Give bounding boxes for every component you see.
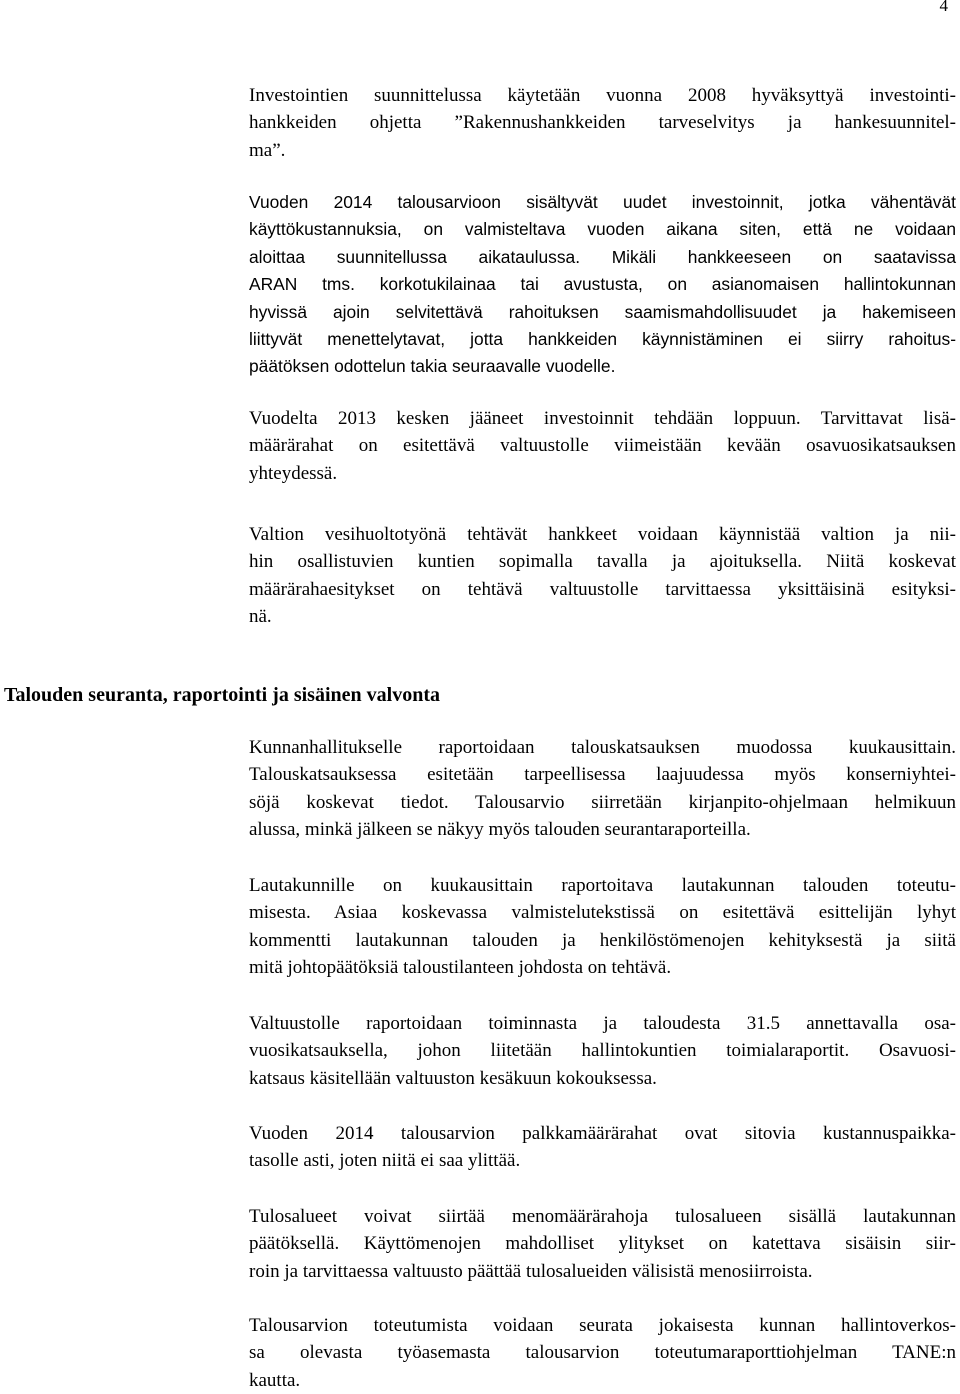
text-line: käyttökustannuksia, on valmisteltava vuoden aikana siten, että ne voidaan — [249, 219, 956, 240]
paragraph-new-investments — [249, 189, 956, 381]
text-line: Investointien suunnittelussa käytetään vuonna 2008 hyväksyttyä investointi- — [249, 85, 956, 106]
text-line: misesta. Asiaa koskevassa valmistelutekstissä on esitettävä esittelijän lyhyt — [249, 902, 956, 924]
paragraph-monthly-reporting — [249, 734, 956, 844]
text-line: liittyvät menettelytavat, jotta hankkeiden käynnistäminen ei siirry rahoitus- — [249, 329, 956, 350]
paragraph-budget-transfers — [249, 1203, 956, 1285]
paragraph-salary-appropriations — [249, 1120, 956, 1175]
paragraph-unfinished-investments — [249, 405, 956, 487]
text-line: Vuoden 2014 talousarvioon sisältyvät uudet investoinnit, jotka vähentävät — [249, 192, 956, 212]
text-line: päätöksellä. Käyttömenojen mahdolliset ylitykset on katettava sisäisin siir- — [249, 1233, 956, 1255]
text-line: söjä koskevat tiedot. Talousarvio siirretään kirjanpito-ohjelmaan helmikuun — [249, 791, 956, 813]
text-line: hin osallistuvien kuntien sopimalla tavalla ja ajoituksella. Niitä koskevat — [249, 551, 956, 573]
text-line: päätöksen odottelun takia seuraavalle vuodelle. — [249, 356, 616, 377]
text-line: vuosikatsauksella, johon liitetään hallintokuntien toimialaraportit. Osavuosi- — [249, 1040, 956, 1062]
text-segment: korkotukilainaa tai avustusta, on asianomaisen hallintokunnan — [354, 274, 956, 295]
page-number: 4 — [939, 0, 948, 15]
text-line: kommentti lautakunnan talouden ja henkilöstömenojen kehityksestä ja siitä — [249, 929, 956, 951]
text-line: roin ja tarvittaessa valtuusto päättää tulosalueiden välisistä menosiirroista. — [249, 1260, 813, 1282]
text-line: määrärahaesitykset on tehtävä valtuustolle tarvittaessa yksittäisinä esityksi- — [249, 578, 956, 600]
paragraph-committee-reporting — [249, 872, 956, 982]
text-line: alussa, minkä jälkeen se näkyy myös talouden seurantaraporteilla. — [249, 819, 751, 841]
text-line: Vuodelta 2013 kesken jääneet investoinnit tehdään loppuun. Tarvittavat lisä- — [249, 408, 956, 429]
text-line: sa olevasta työasemasta talousarvion toteutumaraporttiohjelman TANE:n — [249, 1342, 956, 1364]
text-line: katsaus käsitellään valtuuston kesäkuun kokouksessa. — [249, 1067, 657, 1089]
text-line: määrärahat on esitettävä valtuustolle viimeistään kevään osavuosikatsauksen — [249, 435, 956, 457]
text-segment: ARAN tms. — [249, 274, 355, 295]
text-line: Valtion vesihuoltotyönä tehtävät hankkeet voidaan käynnistää valtion ja nii- — [249, 524, 956, 545]
text-line: Kunnanhallitukselle raportoidaan talouskatsauksen muodossa kuukausittain. — [249, 737, 956, 758]
text-line: tasolle asti, joten niitä ei saa ylittää. — [249, 1150, 521, 1172]
text-line: Lautakunnille on kuukausittain raportoitava lautakunnan talouden toteutu- — [249, 875, 956, 896]
text-line: hyvissä ajoin selvitettävä rahoituksen saamismahdollisuudet ja hakemiseen — [249, 301, 956, 322]
text-line: Talousarvion toteutumista voidaan seurata jokaisesta kunnan hallintoverkos- — [249, 1315, 956, 1336]
paragraph-state-water-projects — [249, 521, 956, 631]
paragraph-budget-monitoring — [249, 1312, 956, 1394]
paragraph-investment-guidelines — [249, 82, 956, 164]
text-line: ma”. — [249, 139, 286, 161]
text-line: kautta. — [249, 1369, 301, 1391]
text-line: nä. — [249, 606, 272, 628]
text-line: mitä johtopäätöksiä taloustilanteen johdosta on tehtävä. — [249, 957, 672, 979]
text-line: Talouskatsauksessa esitetään tarpeellisessa laajuudessa myös konserniyhtei- — [249, 764, 956, 786]
text-line: Valtuustolle raportoidaan toiminnasta ja taloudesta 31.5 annettavalla osa- — [249, 1013, 956, 1034]
text-line: aloittaa suunnitellussa aikataulussa. Mikäli hankkeeseen on saatavissa — [249, 246, 956, 267]
paragraph-council-reporting — [249, 1010, 956, 1092]
text-line — [249, 271, 956, 298]
text-line: Tulosalueet voivat siirtää menomäärärahoja tulosalueen sisällä lautakunnan — [249, 1206, 956, 1227]
text-line: Vuoden 2014 talousarvion palkkamäärärahat ovat sitovia kustannuspaikka- — [249, 1123, 956, 1144]
text-line: yhteydessä. — [249, 462, 338, 484]
section-heading: Talouden seuranta, raportointi ja sisäinen valvonta — [4, 684, 440, 706]
text-line: hankkeiden ohjetta ”Rakennushankkeiden tarveselvitys ja hankesuunnitel- — [249, 112, 956, 134]
